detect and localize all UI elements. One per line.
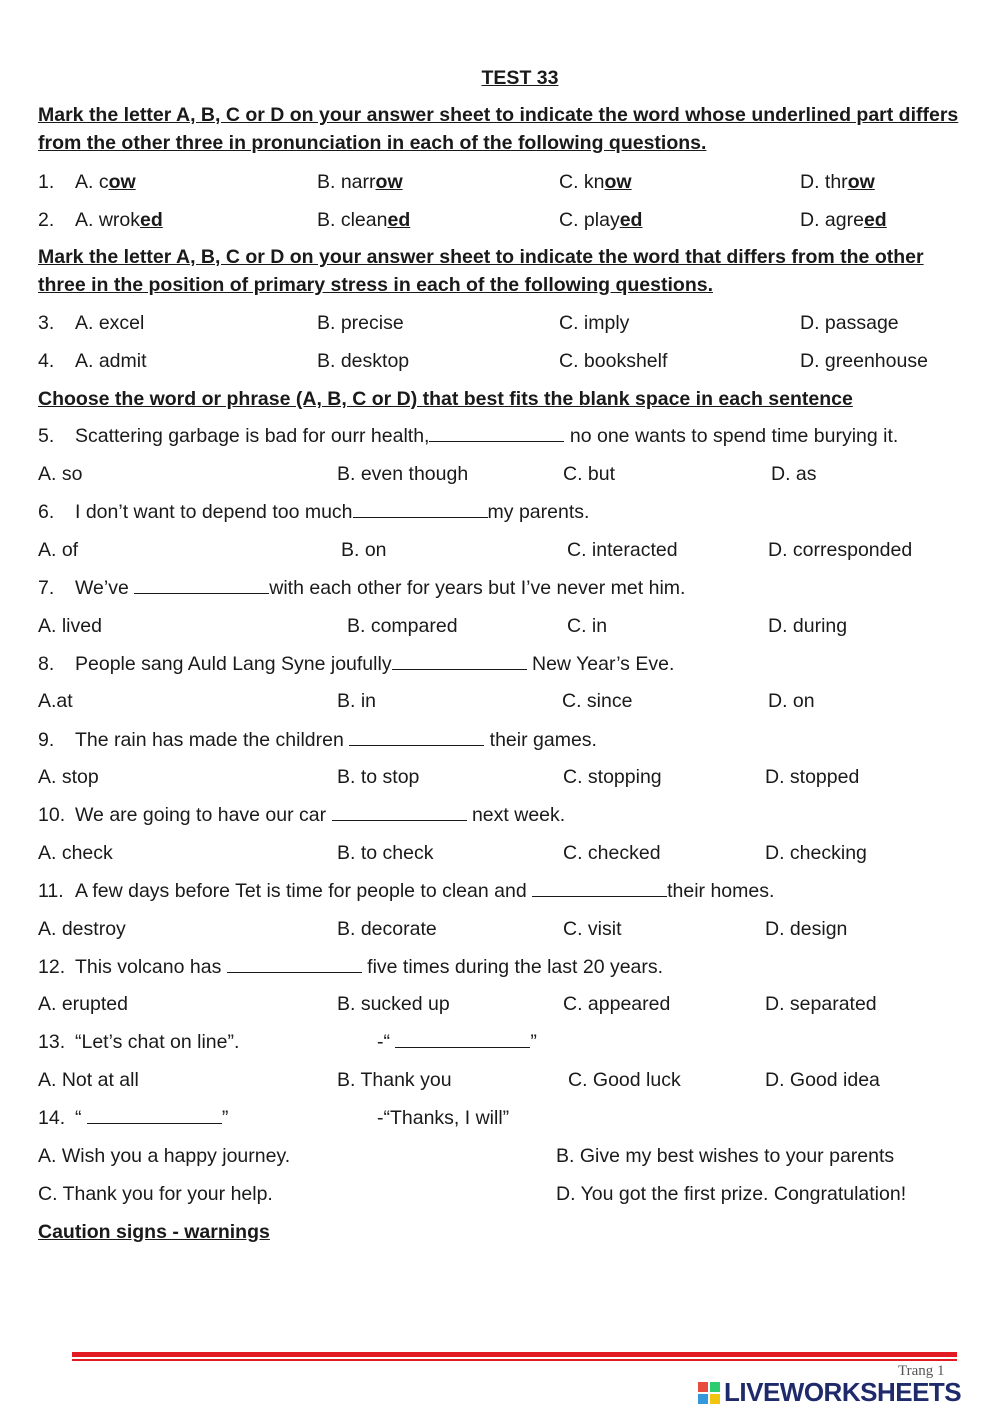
question-2-option-a[interactable]: A. wroked (75, 209, 163, 231)
instruction-stress-line1: Mark the letter A, B, C or D on your answer sheet to indicate the word that differs from the other (38, 246, 924, 268)
instruction-fill-blank: Choose the word or phrase (A, B, C or D) that best fits the blank space in each sentence (38, 388, 853, 410)
question-1-option-d[interactable]: D. throw (800, 171, 875, 193)
answer-blank[interactable] (332, 804, 467, 821)
question-7-option-b[interactable]: B. compared (347, 615, 458, 637)
question-13-option-a[interactable]: A. Not at all (38, 1069, 139, 1091)
logo-icon (698, 1382, 720, 1404)
question-14-option-a[interactable]: A. Wish you a happy journey. (38, 1145, 291, 1167)
question-14-reply: -“Thanks, I will” (377, 1107, 510, 1129)
question-13-option-c[interactable]: C. Good luck (568, 1069, 681, 1091)
question-11-option-b[interactable]: B. decorate (337, 918, 437, 940)
question-7-option-d[interactable]: D. during (768, 615, 848, 637)
footer-rule-thin (72, 1359, 957, 1361)
question-5-option-d[interactable]: D. as (771, 463, 817, 485)
question-2-number: 2. (38, 209, 55, 231)
question-5-stem: 5. Scattering garbage is bad for ourr health, no one wants to spend time burying it. (38, 425, 899, 447)
question-8-option-c[interactable]: C. since (562, 690, 633, 712)
answer-blank[interactable] (87, 1107, 222, 1124)
question-2-option-c[interactable]: C. played (559, 209, 643, 231)
question-12-option-d[interactable]: D. separated (765, 993, 877, 1015)
question-1-option-b[interactable]: B. narrow (317, 171, 403, 193)
question-3-option-a[interactable]: A. excel (75, 312, 145, 334)
answer-blank[interactable] (134, 577, 269, 594)
question-5-option-b[interactable]: B. even though (337, 463, 469, 485)
question-13-reply: -“ ” (377, 1031, 537, 1053)
question-6-option-b[interactable]: B. on (341, 539, 387, 561)
question-6-stem: 6. I don’t want to depend too much my parents. (38, 501, 590, 523)
question-9-option-c[interactable]: C. stopping (563, 766, 662, 788)
question-4-number: 4. (38, 350, 55, 372)
instruction-stress-line2: three in the position of primary stress in each of the following questions. (38, 274, 713, 296)
question-8-option-d[interactable]: D. on (768, 690, 815, 712)
question-4-option-d[interactable]: D. greenhouse (800, 350, 928, 372)
question-8-stem: 8. People sang Auld Lang Syne joufully New Year’s Eve. (38, 653, 675, 675)
instruction-pronunciation-line2: from the other three in pronunciation in each of the following questions. (38, 132, 707, 154)
answer-blank[interactable] (349, 729, 484, 746)
question-10-option-b[interactable]: B. to check (337, 842, 434, 864)
question-1-number: 1. (38, 171, 55, 193)
question-10-stem: 10. We are going to have our car next week. (38, 804, 566, 826)
question-3-option-b[interactable]: B. precise (317, 312, 404, 334)
question-7-option-c[interactable]: C. in (567, 615, 608, 637)
question-12-option-a[interactable]: A. erupted (38, 993, 128, 1015)
question-4-option-a[interactable]: A. admit (75, 350, 147, 372)
question-11-option-c[interactable]: C. visit (563, 918, 622, 940)
question-6-option-c[interactable]: C. interacted (567, 539, 678, 561)
question-2-option-b[interactable]: B. cleaned (317, 209, 411, 231)
question-5-option-a[interactable]: A. so (38, 463, 83, 485)
test-title: TEST 33 (481, 67, 559, 89)
question-6-option-a[interactable]: A. of (38, 539, 79, 561)
question-11-option-d[interactable]: D. design (765, 918, 848, 940)
question-14-option-b[interactable]: B. Give my best wishes to your parents (556, 1145, 895, 1167)
logo-text: LIVEWORKSHEETS (724, 1377, 962, 1407)
question-9-option-a[interactable]: A. stop (38, 766, 99, 788)
question-3-number: 3. (38, 312, 55, 334)
question-12-option-c[interactable]: C. appeared (563, 993, 671, 1015)
question-11-stem: 11. A few days before Tet is time for people to clean and their homes. (38, 880, 775, 902)
question-9-option-d[interactable]: D. stopped (765, 766, 860, 788)
question-3-option-c[interactable]: C. imply (559, 312, 630, 334)
question-7-stem: 7. We’ve with each other for years but I’ve never met him. (38, 577, 686, 599)
answer-blank[interactable] (395, 1031, 530, 1048)
question-14-option-d[interactable]: D. You got the first prize. Congratulation! (556, 1183, 907, 1205)
question-6-option-d[interactable]: D. corresponded (768, 539, 913, 561)
instruction-pronunciation-line1: Mark the letter A, B, C or D on your answer sheet to indicate the word whose underlined part differs (38, 104, 959, 126)
question-8-option-a[interactable]: A.at (38, 690, 73, 712)
question-11-option-a[interactable]: A. destroy (38, 918, 126, 940)
question-9-option-b[interactable]: B. to stop (337, 766, 420, 788)
liveworksheets-logo[interactable] (698, 1377, 961, 1408)
question-12-option-b[interactable]: B. sucked up (337, 993, 450, 1015)
question-4-option-c[interactable]: C. bookshelf (559, 350, 668, 372)
question-8-option-b[interactable]: B. in (337, 690, 377, 712)
question-13-stem: 13. “Let’s chat on line”. (38, 1031, 240, 1053)
question-4-option-b[interactable]: B. desktop (317, 350, 410, 372)
question-13-option-d[interactable]: D. Good idea (765, 1069, 880, 1091)
section-caution-heading: Caution signs - warnings (38, 1221, 270, 1243)
question-13-option-b[interactable]: B. Thank you (337, 1069, 452, 1091)
answer-blank[interactable] (392, 653, 527, 670)
question-10-option-c[interactable]: C. checked (563, 842, 661, 864)
question-12-stem: 12. This volcano has five times during the last 20 years. (38, 956, 664, 978)
question-1-option-c[interactable]: C. know (559, 171, 632, 193)
footer-rule (72, 1352, 957, 1357)
question-2-option-d[interactable]: D. agreed (800, 209, 887, 231)
question-10-option-a[interactable]: A. check (38, 842, 113, 864)
question-3-option-d[interactable]: D. passage (800, 312, 899, 334)
answer-blank[interactable] (227, 956, 362, 973)
question-7-option-a[interactable]: A. lived (38, 615, 102, 637)
question-14-stem: 14. “ ” (38, 1107, 229, 1129)
question-1-option-a[interactable]: A. cow (75, 171, 136, 193)
answer-blank[interactable] (353, 501, 488, 518)
page-number: Trang 1 (898, 1363, 945, 1379)
question-5-option-c[interactable]: C. but (563, 463, 616, 485)
question-14-option-c[interactable]: C. Thank you for your help. (38, 1183, 273, 1205)
answer-blank[interactable] (532, 880, 667, 897)
question-10-option-d[interactable]: D. checking (765, 842, 867, 864)
answer-blank[interactable] (429, 425, 564, 442)
question-9-stem: 9. The rain has made the children their games. (38, 729, 597, 751)
